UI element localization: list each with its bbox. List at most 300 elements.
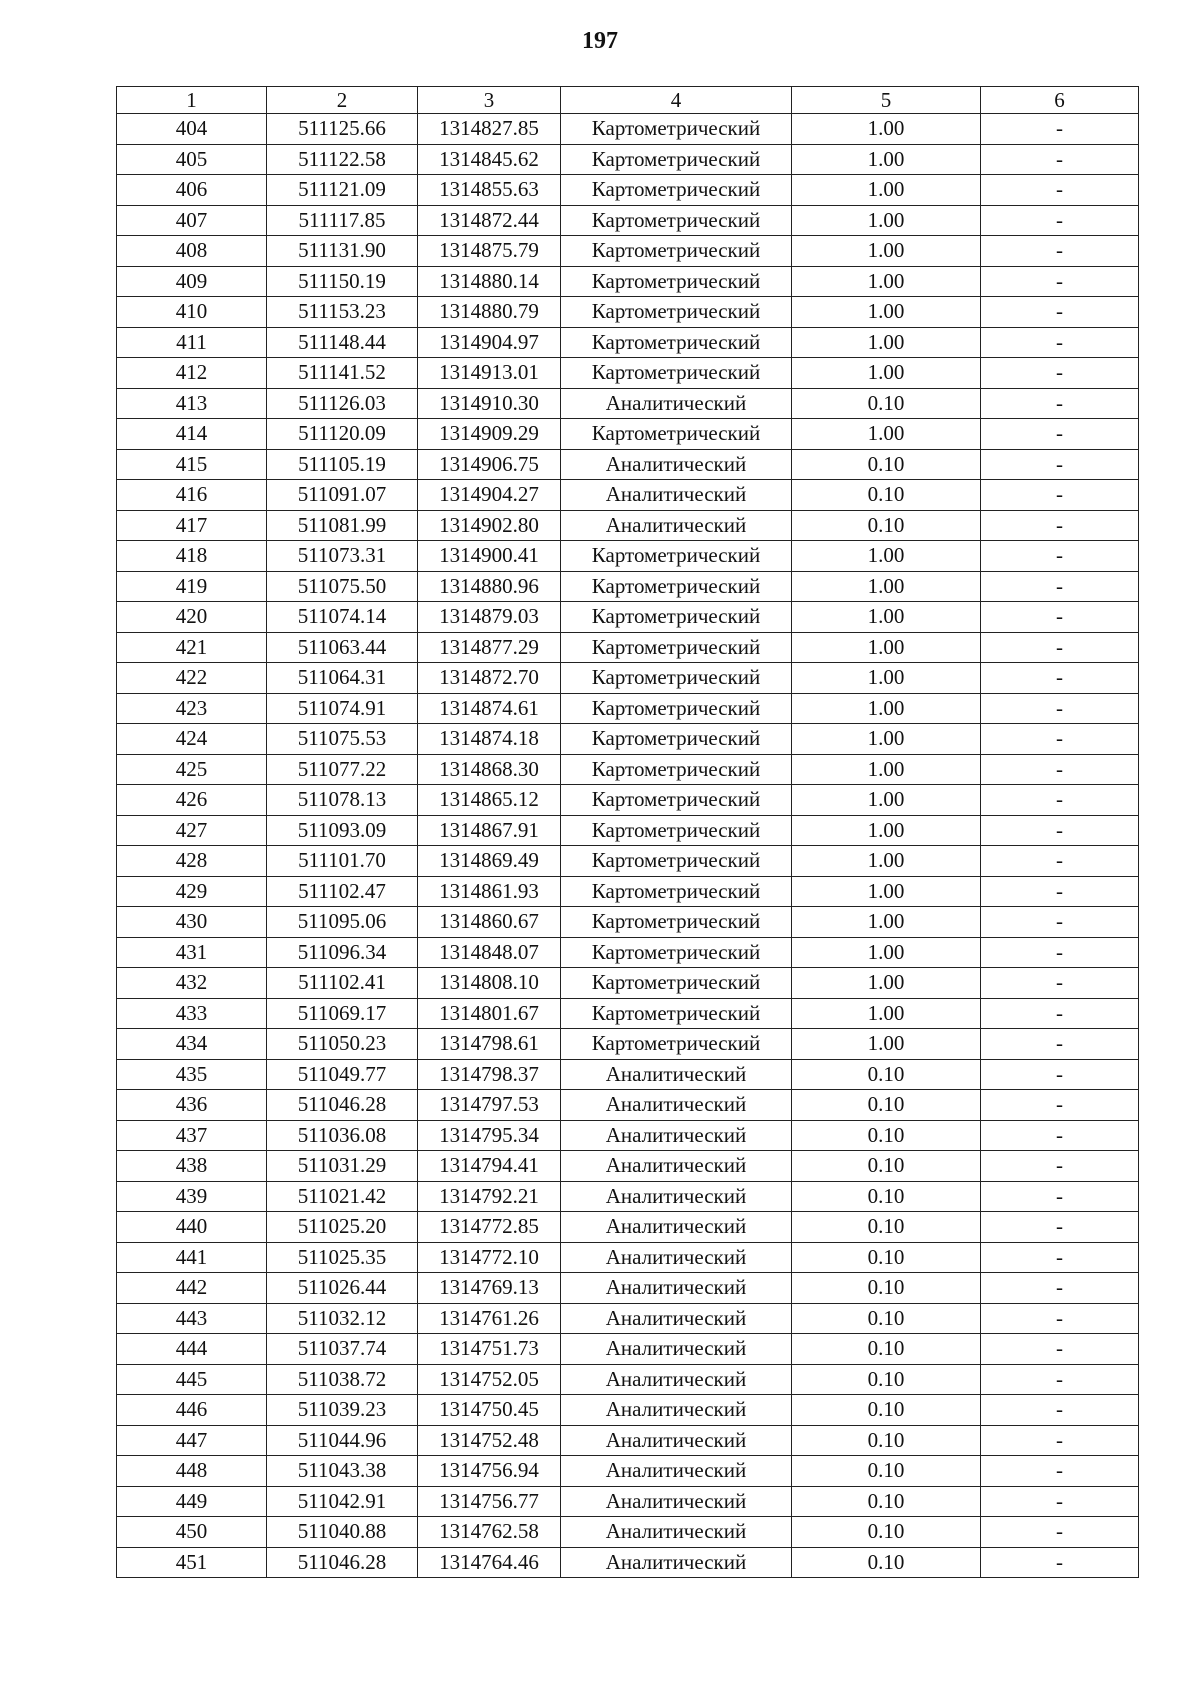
- accuracy-cell: 0.10: [792, 1456, 981, 1487]
- point-number-cell: 435: [117, 1059, 267, 1090]
- x-coordinate-cell: 511074.14: [267, 602, 418, 633]
- description-cell: -: [981, 266, 1139, 297]
- table-row: [117, 175, 1139, 206]
- accuracy-cell: 1.00: [792, 571, 981, 602]
- point-number-cell: 438: [117, 1151, 267, 1182]
- method-cell: Картометрический: [561, 297, 792, 328]
- accuracy-cell: 0.10: [792, 510, 981, 541]
- accuracy-cell: 0.10: [792, 1517, 981, 1548]
- table-body: [117, 114, 1139, 1578]
- x-coordinate-cell: 511102.47: [267, 876, 418, 907]
- x-coordinate-cell: 511064.31: [267, 663, 418, 694]
- description-cell: -: [981, 358, 1139, 389]
- method-cell: Аналитический: [561, 1090, 792, 1121]
- point-number-cell: 426: [117, 785, 267, 816]
- x-coordinate-cell: 511117.85: [267, 205, 418, 236]
- description-cell: -: [981, 1151, 1139, 1182]
- table-row: [117, 724, 1139, 755]
- description-cell: -: [981, 1517, 1139, 1548]
- method-cell: Картометрический: [561, 998, 792, 1029]
- point-number-cell: 444: [117, 1334, 267, 1365]
- y-coordinate-cell: 1314913.01: [418, 358, 561, 389]
- method-cell: Аналитический: [561, 1151, 792, 1182]
- y-coordinate-cell: 1314750.45: [418, 1395, 561, 1426]
- point-number-cell: 416: [117, 480, 267, 511]
- point-number-cell: 424: [117, 724, 267, 755]
- point-number-cell: 413: [117, 388, 267, 419]
- y-coordinate-cell: 1314874.18: [418, 724, 561, 755]
- method-cell: Картометрический: [561, 266, 792, 297]
- point-number-cell: 436: [117, 1090, 267, 1121]
- method-cell: Картометрический: [561, 144, 792, 175]
- method-cell: Аналитический: [561, 510, 792, 541]
- method-cell: Картометрический: [561, 846, 792, 877]
- header-row: [117, 87, 1139, 114]
- table-row: [117, 1212, 1139, 1243]
- accuracy-cell: 0.10: [792, 449, 981, 480]
- y-coordinate-cell: 1314880.79: [418, 297, 561, 328]
- y-coordinate-cell: 1314880.14: [418, 266, 561, 297]
- column-header-3: 3: [418, 87, 561, 114]
- point-number-cell: 449: [117, 1486, 267, 1517]
- accuracy-cell: 1.00: [792, 1029, 981, 1060]
- description-cell: -: [981, 480, 1139, 511]
- table-row: [117, 1425, 1139, 1456]
- x-coordinate-cell: 511121.09: [267, 175, 418, 206]
- method-cell: Аналитический: [561, 1212, 792, 1243]
- point-number-cell: 417: [117, 510, 267, 541]
- accuracy-cell: 0.10: [792, 1303, 981, 1334]
- table-row: [117, 541, 1139, 572]
- y-coordinate-cell: 1314756.77: [418, 1486, 561, 1517]
- x-coordinate-cell: 511153.23: [267, 297, 418, 328]
- y-coordinate-cell: 1314772.85: [418, 1212, 561, 1243]
- table-row: [117, 266, 1139, 297]
- accuracy-cell: 1.00: [792, 815, 981, 846]
- method-cell: Картометрический: [561, 541, 792, 572]
- point-number-cell: 410: [117, 297, 267, 328]
- table-row: [117, 571, 1139, 602]
- accuracy-cell: 1.00: [792, 114, 981, 145]
- y-coordinate-cell: 1314855.63: [418, 175, 561, 206]
- y-coordinate-cell: 1314795.34: [418, 1120, 561, 1151]
- description-cell: -: [981, 1242, 1139, 1273]
- method-cell: Аналитический: [561, 480, 792, 511]
- x-coordinate-cell: 511148.44: [267, 327, 418, 358]
- accuracy-cell: 1.00: [792, 602, 981, 633]
- description-cell: -: [981, 541, 1139, 572]
- method-cell: Аналитический: [561, 1059, 792, 1090]
- point-number-cell: 406: [117, 175, 267, 206]
- y-coordinate-cell: 1314910.30: [418, 388, 561, 419]
- method-cell: Аналитический: [561, 1486, 792, 1517]
- accuracy-cell: 0.10: [792, 1486, 981, 1517]
- point-number-cell: 425: [117, 754, 267, 785]
- method-cell: Аналитический: [561, 388, 792, 419]
- y-coordinate-cell: 1314848.07: [418, 937, 561, 968]
- point-number-cell: 407: [117, 205, 267, 236]
- method-cell: Аналитический: [561, 1242, 792, 1273]
- y-coordinate-cell: 1314909.29: [418, 419, 561, 450]
- x-coordinate-cell: 511150.19: [267, 266, 418, 297]
- table-row: [117, 419, 1139, 450]
- x-coordinate-cell: 511031.29: [267, 1151, 418, 1182]
- x-coordinate-cell: 511032.12: [267, 1303, 418, 1334]
- point-number-cell: 434: [117, 1029, 267, 1060]
- point-number-cell: 441: [117, 1242, 267, 1273]
- x-coordinate-cell: 511025.35: [267, 1242, 418, 1273]
- x-coordinate-cell: 511063.44: [267, 632, 418, 663]
- method-cell: Картометрический: [561, 1029, 792, 1060]
- y-coordinate-cell: 1314904.27: [418, 480, 561, 511]
- column-header-2: 2: [267, 87, 418, 114]
- description-cell: -: [981, 1334, 1139, 1365]
- table-row: [117, 1395, 1139, 1426]
- x-coordinate-cell: 511078.13: [267, 785, 418, 816]
- description-cell: -: [981, 144, 1139, 175]
- description-cell: -: [981, 815, 1139, 846]
- accuracy-cell: 1.00: [792, 663, 981, 694]
- y-coordinate-cell: 1314869.49: [418, 846, 561, 877]
- method-cell: Аналитический: [561, 1456, 792, 1487]
- method-cell: Аналитический: [561, 1334, 792, 1365]
- table-row: [117, 785, 1139, 816]
- description-cell: -: [981, 388, 1139, 419]
- description-cell: -: [981, 846, 1139, 877]
- description-cell: -: [981, 937, 1139, 968]
- x-coordinate-cell: 511093.09: [267, 815, 418, 846]
- y-coordinate-cell: 1314902.80: [418, 510, 561, 541]
- table-row: [117, 510, 1139, 541]
- description-cell: -: [981, 1364, 1139, 1395]
- accuracy-cell: 1.00: [792, 998, 981, 1029]
- x-coordinate-cell: 511046.28: [267, 1090, 418, 1121]
- y-coordinate-cell: 1314906.75: [418, 449, 561, 480]
- point-number-cell: 440: [117, 1212, 267, 1243]
- x-coordinate-cell: 511038.72: [267, 1364, 418, 1395]
- table-row: [117, 114, 1139, 145]
- method-cell: Картометрический: [561, 632, 792, 663]
- table-row: [117, 1181, 1139, 1212]
- method-cell: Аналитический: [561, 1120, 792, 1151]
- x-coordinate-cell: 511095.06: [267, 907, 418, 938]
- point-number-cell: 431: [117, 937, 267, 968]
- table-row: [117, 1303, 1139, 1334]
- method-cell: Аналитический: [561, 1273, 792, 1304]
- description-cell: -: [981, 907, 1139, 938]
- accuracy-cell: 1.00: [792, 724, 981, 755]
- x-coordinate-cell: 511075.50: [267, 571, 418, 602]
- y-coordinate-cell: 1314792.21: [418, 1181, 561, 1212]
- x-coordinate-cell: 511101.70: [267, 846, 418, 877]
- accuracy-cell: 1.00: [792, 266, 981, 297]
- description-cell: -: [981, 1395, 1139, 1426]
- description-cell: -: [981, 571, 1139, 602]
- table-row: [117, 449, 1139, 480]
- x-coordinate-cell: 511125.66: [267, 114, 418, 145]
- y-coordinate-cell: 1314880.96: [418, 571, 561, 602]
- description-cell: -: [981, 327, 1139, 358]
- y-coordinate-cell: 1314762.58: [418, 1517, 561, 1548]
- description-cell: -: [981, 1090, 1139, 1121]
- accuracy-cell: 0.10: [792, 480, 981, 511]
- x-coordinate-cell: 511091.07: [267, 480, 418, 511]
- table-row: [117, 358, 1139, 389]
- description-cell: -: [981, 998, 1139, 1029]
- accuracy-cell: 1.00: [792, 205, 981, 236]
- y-coordinate-cell: 1314764.46: [418, 1547, 561, 1578]
- y-coordinate-cell: 1314900.41: [418, 541, 561, 572]
- description-cell: -: [981, 236, 1139, 267]
- y-coordinate-cell: 1314794.41: [418, 1151, 561, 1182]
- table-row: [117, 846, 1139, 877]
- point-number-cell: 411: [117, 327, 267, 358]
- description-cell: -: [981, 1212, 1139, 1243]
- method-cell: Аналитический: [561, 1364, 792, 1395]
- y-coordinate-cell: 1314860.67: [418, 907, 561, 938]
- description-cell: -: [981, 175, 1139, 206]
- point-number-cell: 408: [117, 236, 267, 267]
- method-cell: Картометрический: [561, 693, 792, 724]
- table-row: [117, 754, 1139, 785]
- y-coordinate-cell: 1314808.10: [418, 968, 561, 999]
- table-row: [117, 815, 1139, 846]
- point-number-cell: 430: [117, 907, 267, 938]
- y-coordinate-cell: 1314879.03: [418, 602, 561, 633]
- table-row: [117, 480, 1139, 511]
- point-number-cell: 420: [117, 602, 267, 633]
- accuracy-cell: 1.00: [792, 297, 981, 328]
- accuracy-cell: 0.10: [792, 1425, 981, 1456]
- x-coordinate-cell: 511042.91: [267, 1486, 418, 1517]
- column-header-4: 4: [561, 87, 792, 114]
- table-row: [117, 1029, 1139, 1060]
- description-cell: -: [981, 1029, 1139, 1060]
- y-coordinate-cell: 1314872.70: [418, 663, 561, 694]
- y-coordinate-cell: 1314756.94: [418, 1456, 561, 1487]
- y-coordinate-cell: 1314874.61: [418, 693, 561, 724]
- description-cell: -: [981, 1059, 1139, 1090]
- point-number-cell: 415: [117, 449, 267, 480]
- description-cell: -: [981, 876, 1139, 907]
- table-row: [117, 1090, 1139, 1121]
- method-cell: Аналитический: [561, 1181, 792, 1212]
- point-number-cell: 439: [117, 1181, 267, 1212]
- x-coordinate-cell: 511074.91: [267, 693, 418, 724]
- description-cell: -: [981, 785, 1139, 816]
- description-cell: -: [981, 1181, 1139, 1212]
- description-cell: -: [981, 1273, 1139, 1304]
- table-row: [117, 205, 1139, 236]
- description-cell: -: [981, 449, 1139, 480]
- table-row: [117, 1151, 1139, 1182]
- accuracy-cell: 0.10: [792, 1273, 981, 1304]
- description-cell: -: [981, 297, 1139, 328]
- point-number-cell: 428: [117, 846, 267, 877]
- y-coordinate-cell: 1314827.85: [418, 114, 561, 145]
- table-row: [117, 663, 1139, 694]
- method-cell: Аналитический: [561, 1547, 792, 1578]
- x-coordinate-cell: 511021.42: [267, 1181, 418, 1212]
- table-row: [117, 1120, 1139, 1151]
- table-row: [117, 907, 1139, 938]
- method-cell: Картометрический: [561, 327, 792, 358]
- description-cell: -: [981, 602, 1139, 633]
- method-cell: Аналитический: [561, 449, 792, 480]
- accuracy-cell: 0.10: [792, 1120, 981, 1151]
- method-cell: Картометрический: [561, 754, 792, 785]
- point-number-cell: 418: [117, 541, 267, 572]
- table-row: [117, 327, 1139, 358]
- method-cell: Аналитический: [561, 1425, 792, 1456]
- accuracy-cell: 0.10: [792, 1395, 981, 1426]
- method-cell: Картометрический: [561, 205, 792, 236]
- table-row: [117, 144, 1139, 175]
- x-coordinate-cell: 511046.28: [267, 1547, 418, 1578]
- x-coordinate-cell: 511122.58: [267, 144, 418, 175]
- accuracy-cell: 1.00: [792, 236, 981, 267]
- column-header-5: 5: [792, 87, 981, 114]
- table-row: [117, 1547, 1139, 1578]
- accuracy-cell: 0.10: [792, 388, 981, 419]
- method-cell: Картометрический: [561, 876, 792, 907]
- method-cell: Картометрический: [561, 968, 792, 999]
- accuracy-cell: 1.00: [792, 876, 981, 907]
- accuracy-cell: 0.10: [792, 1547, 981, 1578]
- accuracy-cell: 1.00: [792, 968, 981, 999]
- point-number-cell: 427: [117, 815, 267, 846]
- method-cell: Картометрический: [561, 907, 792, 938]
- description-cell: -: [981, 663, 1139, 694]
- point-number-cell: 429: [117, 876, 267, 907]
- x-coordinate-cell: 511120.09: [267, 419, 418, 450]
- y-coordinate-cell: 1314798.37: [418, 1059, 561, 1090]
- table-row: [117, 1242, 1139, 1273]
- method-cell: Картометрический: [561, 602, 792, 633]
- description-cell: -: [981, 1425, 1139, 1456]
- accuracy-cell: 1.00: [792, 419, 981, 450]
- column-header-1: 1: [117, 87, 267, 114]
- accuracy-cell: 1.00: [792, 144, 981, 175]
- accuracy-cell: 1.00: [792, 785, 981, 816]
- accuracy-cell: 1.00: [792, 327, 981, 358]
- table-row: [117, 1059, 1139, 1090]
- description-cell: -: [981, 968, 1139, 999]
- x-coordinate-cell: 511037.74: [267, 1334, 418, 1365]
- table-row: [117, 632, 1139, 663]
- accuracy-cell: 0.10: [792, 1334, 981, 1365]
- table-row: [117, 1456, 1139, 1487]
- y-coordinate-cell: 1314798.61: [418, 1029, 561, 1060]
- description-cell: -: [981, 1547, 1139, 1578]
- y-coordinate-cell: 1314904.97: [418, 327, 561, 358]
- method-cell: Аналитический: [561, 1517, 792, 1548]
- method-cell: Картометрический: [561, 114, 792, 145]
- y-coordinate-cell: 1314865.12: [418, 785, 561, 816]
- y-coordinate-cell: 1314761.26: [418, 1303, 561, 1334]
- coordinates-table: [116, 86, 1139, 1578]
- accuracy-cell: 0.10: [792, 1242, 981, 1273]
- table-row: [117, 693, 1139, 724]
- point-number-cell: 437: [117, 1120, 267, 1151]
- point-number-cell: 442: [117, 1273, 267, 1304]
- accuracy-cell: 0.10: [792, 1059, 981, 1090]
- point-number-cell: 419: [117, 571, 267, 602]
- table-row: [117, 1517, 1139, 1548]
- point-number-cell: 451: [117, 1547, 267, 1578]
- y-coordinate-cell: 1314769.13: [418, 1273, 561, 1304]
- x-coordinate-cell: 511075.53: [267, 724, 418, 755]
- accuracy-cell: 1.00: [792, 693, 981, 724]
- point-number-cell: 448: [117, 1456, 267, 1487]
- point-number-cell: 432: [117, 968, 267, 999]
- description-cell: -: [981, 693, 1139, 724]
- point-number-cell: 409: [117, 266, 267, 297]
- y-coordinate-cell: 1314877.29: [418, 632, 561, 663]
- x-coordinate-cell: 511043.38: [267, 1456, 418, 1487]
- accuracy-cell: 1.00: [792, 632, 981, 663]
- point-number-cell: 433: [117, 998, 267, 1029]
- accuracy-cell: 1.00: [792, 175, 981, 206]
- point-number-cell: 404: [117, 114, 267, 145]
- point-number-cell: 423: [117, 693, 267, 724]
- point-number-cell: 412: [117, 358, 267, 389]
- point-number-cell: 447: [117, 1425, 267, 1456]
- x-coordinate-cell: 511096.34: [267, 937, 418, 968]
- point-number-cell: 414: [117, 419, 267, 450]
- table-row: [117, 937, 1139, 968]
- x-coordinate-cell: 511044.96: [267, 1425, 418, 1456]
- description-cell: -: [981, 1456, 1139, 1487]
- y-coordinate-cell: 1314875.79: [418, 236, 561, 267]
- x-coordinate-cell: 511077.22: [267, 754, 418, 785]
- method-cell: Аналитический: [561, 1395, 792, 1426]
- x-coordinate-cell: 511050.23: [267, 1029, 418, 1060]
- accuracy-cell: 1.00: [792, 754, 981, 785]
- y-coordinate-cell: 1314845.62: [418, 144, 561, 175]
- y-coordinate-cell: 1314751.73: [418, 1334, 561, 1365]
- x-coordinate-cell: 511073.31: [267, 541, 418, 572]
- x-coordinate-cell: 511102.41: [267, 968, 418, 999]
- table-row: [117, 1334, 1139, 1365]
- description-cell: -: [981, 1303, 1139, 1334]
- description-cell: -: [981, 632, 1139, 663]
- table-header: [117, 87, 1139, 114]
- y-coordinate-cell: 1314872.44: [418, 205, 561, 236]
- description-cell: -: [981, 724, 1139, 755]
- description-cell: -: [981, 419, 1139, 450]
- y-coordinate-cell: 1314752.05: [418, 1364, 561, 1395]
- x-coordinate-cell: 511081.99: [267, 510, 418, 541]
- table-row: [117, 236, 1139, 267]
- method-cell: Картометрический: [561, 815, 792, 846]
- point-number-cell: 446: [117, 1395, 267, 1426]
- point-number-cell: 421: [117, 632, 267, 663]
- method-cell: Картометрический: [561, 236, 792, 267]
- x-coordinate-cell: 511049.77: [267, 1059, 418, 1090]
- description-cell: -: [981, 205, 1139, 236]
- y-coordinate-cell: 1314861.93: [418, 876, 561, 907]
- accuracy-cell: 0.10: [792, 1212, 981, 1243]
- accuracy-cell: 0.10: [792, 1151, 981, 1182]
- point-number-cell: 443: [117, 1303, 267, 1334]
- x-coordinate-cell: 511036.08: [267, 1120, 418, 1151]
- accuracy-cell: 1.00: [792, 358, 981, 389]
- table-row: [117, 388, 1139, 419]
- method-cell: Картометрический: [561, 937, 792, 968]
- method-cell: Картометрический: [561, 419, 792, 450]
- accuracy-cell: 1.00: [792, 541, 981, 572]
